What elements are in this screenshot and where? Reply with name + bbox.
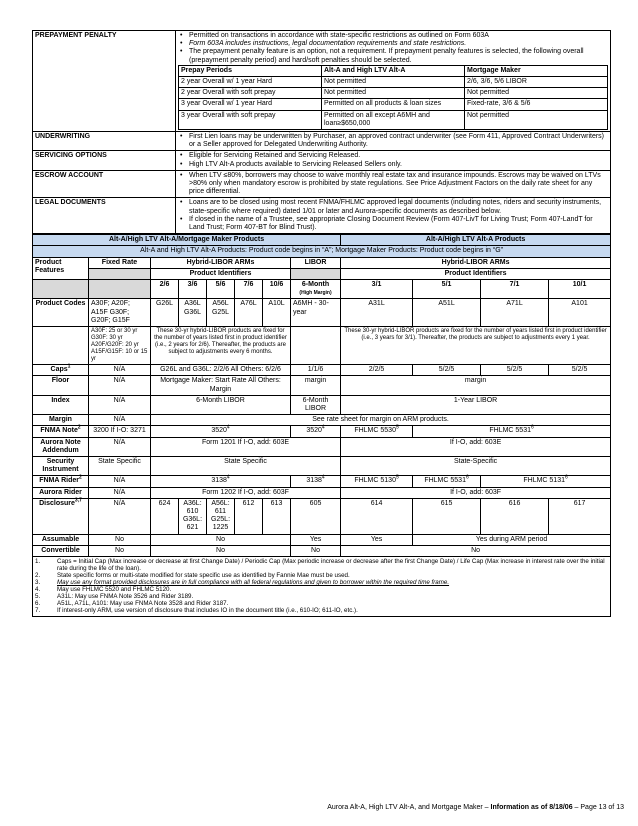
products-title-left: Alt-A/High LTV Alt-A/Mortgage Maker Products	[33, 235, 341, 246]
underwriting-row: UNDERWRITING • First Lien loans may be underwritten by Purchaser, an approved contract underwriter (see Form 411, Approved Contract Underwriters) or a Seller approved for Delegated Underwriting Authority.	[33, 132, 611, 151]
products-title-right: Alt-A/High LTV Alt-A Products	[341, 235, 611, 246]
row-label: PREPAYMENT PENALTY	[33, 31, 176, 132]
footnotes: 1. Caps = Initial Cap (Max increase or decrease at first Change Date) / Periodic Cap (Max periodic increase or decrease after the first Change Date) / Life Cap (Max increase in interest rate over the initial rate during the life of the loan). 2. State specific forms or multi-state modified for state specific use as identified by Fannie Mae must be used. 3. May use any format provided disclosures are in full compliance with all federal regulations and given to borrower within the required time frame. 4. May use FHLMC 5520 and FHLMC 5120. 5. A31L: May use FNMA Note 3526 and Rider 3189. 6. A51L, A71L, A101: May use FNMA Note 3528 and Rider 3187. 7. If interest-only ARM, use version of disclosure that includes IO in the document title (i.e., 610-IO; 611-IO, etc.).	[35, 557, 605, 614]
products-table: Alt-A/High LTV Alt-A/Mortgage Maker Products Alt-A/High LTV Alt-A Products Alt-A and High LTV Alt-A Products: Product code begins in “A”; Mortgage Maker Products: Product code begins in “G” Product Features Fixed Rate Hybrid-LIBOR ARMs LIBOR Hybrid-LIBOR ARMs Product Identifiers Product Identifiers 2/6 3/6 5/6 7/6 10/6 6-Month (High Margin) 3/1 5/1 7/1 10/1 Product Codes A30F; A20F; A15F G30F; G20F; G15F G26L A36L G36L A56L G25L A76L A10L A6MH - 30-year A31L A51L A71L A101 A30F: 25 or 30 yr G30F: 30 yr A20F/G20F: 20 yr A15F/G15F: 10 or 15 yr These 30-yr hybrid-LIBOR products are fixed for the number of years listed first in product identifier (i.e., 2 years for 2/6). Thereafter, the products are subject to adjustments every 6 months. These 30-yr hybrid-LIBOR products are fixed for the number of years listed first in product identifier (i.e., 3 years for 3/1). Thereafter, the products are subject to adjustments every 1 year. Caps$^1$ N/A G26L and G36L: 2/2/6 All Others: 6/2/6 1/1/6 2/2/5 5/2/5 5/2/5 5/2/5 Floor N/A Mortgage Maker: Start Rate All Others: Margin margin margin Index N/A 6-Month LIBOR 6-Month LIBOR 1-Year LIBOR Margin N/A See rate sheet for margin on ARM products. FNMA Note$^2$ 3200 If I-O: 3271 3520$^4$ 3520$^4$ FHLMC 5530$^5$ FHLMC 5531$^6$ Aurora Note Addendum N/A Form 1201 If I-O, add: 603E If I-O, add: 603E Security Instrument State Specific State Specific State-Specific FNMA Rider$^2$ N/A 3138$^4$ 3138$^4$ FHLMC 5130$^5$ FHLMC 5531$^6$ FHLMC 5131$^6$ Aurora Rider N/A Form 1202 If I-O, add: 603F If I-O, add: 603F Disclosure$^{3,7}$ N/A 624 A36L: 610 G36L: 621 A56L: 611 G25L: 1225 612 613 605 614 615 616 617 Assumable No No Yes Yes Yes during ARM period Convertible No No No No 1. Caps = Initial Cap (Max increase or decrease at first Change Date) / Periodic Cap (Max periodic increase or decrease after the first Change Date) / Life Cap (Max increase in interest rate over the initial rate during the life of the loan). 2. State specific forms or multi-state modified for state specific use as identified by Fannie Mae must be used. 3. May use any format provided disclosures are in full compliance with all federal regulations and given to borrower within the required time frame. 4. May use FHLMC 5520 and FHLMC 5120. 5. A31L: May use FNMA Note 3526 and Rider 3189. 6. A51L, A71L, A101: May use FNMA Note 3528 and Rider 3187. 7. If interest-only ARM, use version of disclosure that includes IO in the document title (i.e., 610-IO; 611-IO, etc.).	[32, 234, 611, 617]
page-footer: Aurora Alt-A, High LTV Alt-A, and Mortgage Maker – Information as of 8/18/06 – Page 13 of 13	[327, 804, 624, 811]
guidelines-table	[32, 30, 611, 234]
guideline-page	[32, 30, 611, 617]
products-subtitle: Alt-A and High LTV Alt-A Products: Product code begins in “A”; Mortgage Maker Products: Product code begins in “G”	[33, 246, 611, 257]
bullet-item: • Form 603A includes instructions, legal documentation requirements and state restrictions.	[189, 40, 608, 48]
escrow-account-row: ESCROW ACCOUNT • When LTV ≤80%, borrowers may choose to waive monthly real estate tax and insurance impounds. Escrows may be waived on LTVs >80% only when mandatory escrow is prohibited by state regulations. See Price Adjustment Factors on the daily rate sheet for any price differential.	[33, 170, 611, 198]
bullet-item: • The prepayment penalty feature is an option, not a requirement. If prepayment penalty features is selected, the following overall (prepayment penalty period) and hard/soft penalties should be selected.	[189, 48, 608, 64]
prepayment-penalty-row	[33, 31, 611, 132]
prepay-table: Prepay Periods Alt-A and High LTV Alt-A Mortgage Maker 2 year Overall w/ 1 year Hard Not permitted 2/6, 3/6, 5/6 LIBOR 2 year Overall with soft prepay Not permitted Not permitted 3 year Overall w/ 1 year Hard Permitted on all products & loan sizes Fixed-rate, 3/6 & 5/6 3 year Overall with soft prepay Permitted on all except A6MH and loan≥$650,000 Not permitted	[178, 65, 608, 130]
legal-documents-row: LEGAL DOCUMENTS • Loans are to be closed using most recent FNMA/FHLMC approved legal documents (including notes, riders and security instruments, state-specific where required) dated 1/01 or later and Aurora-specific documents as described below. • If closed in the name of a Trustee, see appropriate Closing Document Review (Form 407-LivT for Living Trust; Form 407-LandT for Land Trust; Form 407-BT for Blind Trust).	[33, 198, 611, 234]
bullet-item: • Permitted on transactions in accordance with state-specific restrictions as outlined on Form 603A	[189, 32, 608, 40]
servicing-options-row: SERVICING OPTIONS • Eligible for Servicing Retained and Servicing Released. • High LTV Alt-A products available to Servicing Released Sellers only.	[33, 151, 611, 170]
